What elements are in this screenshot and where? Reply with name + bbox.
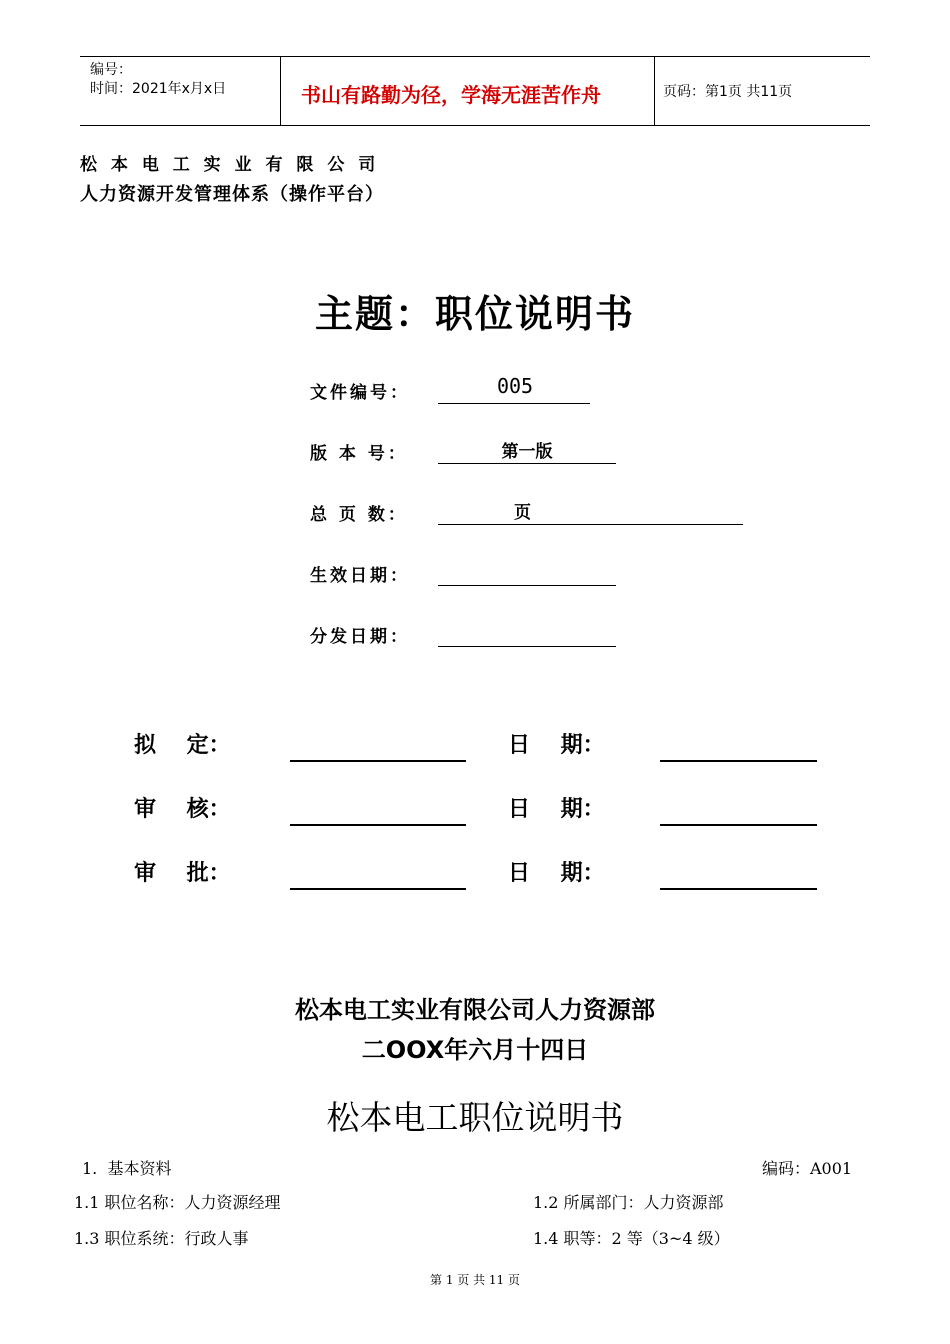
field-value-version: 第一版 (501, 442, 553, 462)
signature-line (660, 760, 817, 762)
cover-title: 主题：职位说明书 (314, 292, 635, 336)
field-label-version: 版 本 号： (310, 444, 408, 464)
doc-code: 编码：A001 (762, 1159, 853, 1178)
field-label-file-number: 文件编号： (310, 383, 410, 403)
position-grade: 1.4 职等：2 等（3~4 级） (533, 1229, 730, 1248)
sig-date-label: 日 期： (508, 797, 605, 822)
field-label-total-pages: 总 页 数： (310, 505, 408, 525)
number-label: 编号： (90, 62, 132, 78)
underline (438, 403, 590, 404)
time-label: 时间：2021年x月x日 (90, 81, 227, 97)
position-name: 1.1 职位名称：人力资源经理 (74, 1193, 281, 1212)
company-name: 松 本 电 工 实 业 有 限 公 司 (80, 155, 380, 175)
field-label-distribution-date: 分发日期： (310, 627, 410, 647)
signature-line (290, 824, 466, 826)
sig-date-label: 日 期： (508, 733, 605, 758)
doc-title: 松本电工职位说明书 (326, 1098, 624, 1137)
field-label-effective-date: 生效日期： (310, 566, 410, 586)
cover-date: 二OOX年六月十四日 (361, 1036, 589, 1064)
field-value-total-pages: 页 (514, 503, 531, 523)
signature-line (290, 760, 466, 762)
motto: 书山有路勤为径，学海无涯苦作舟 (301, 83, 601, 107)
header-motto-cell (281, 57, 655, 125)
signature-line (660, 824, 817, 826)
field-value-file-number: 005 (496, 374, 534, 398)
underline (438, 463, 616, 464)
sig-role-draft: 拟 定： (134, 733, 231, 758)
department-field: 1.2 所属部门：人力资源部 (533, 1193, 724, 1212)
signature-line (660, 888, 817, 890)
sig-date-label: 日 期： (508, 861, 605, 886)
header-left-cell (80, 57, 281, 125)
page-footer: 第 1 页 共 11 页 (430, 1273, 520, 1287)
header-right-cell (655, 57, 870, 125)
underline (438, 585, 616, 586)
page-header (80, 56, 870, 126)
hr-system-title: 人力资源开发管理体系（操作平台） (80, 184, 384, 205)
underline (438, 524, 743, 525)
sig-role-review: 审 核： (134, 797, 231, 822)
signature-line (290, 888, 466, 890)
page-info: 页码：第1页 共11页 (663, 84, 793, 100)
position-system: 1.3 职位系统：行政人事 (74, 1229, 249, 1248)
section-heading: 1. 基本资料 (82, 1159, 172, 1178)
underline (438, 646, 616, 647)
department-name: 松本电工实业有限公司人力资源部 (295, 996, 655, 1024)
sig-role-approve: 审 批： (134, 861, 231, 886)
